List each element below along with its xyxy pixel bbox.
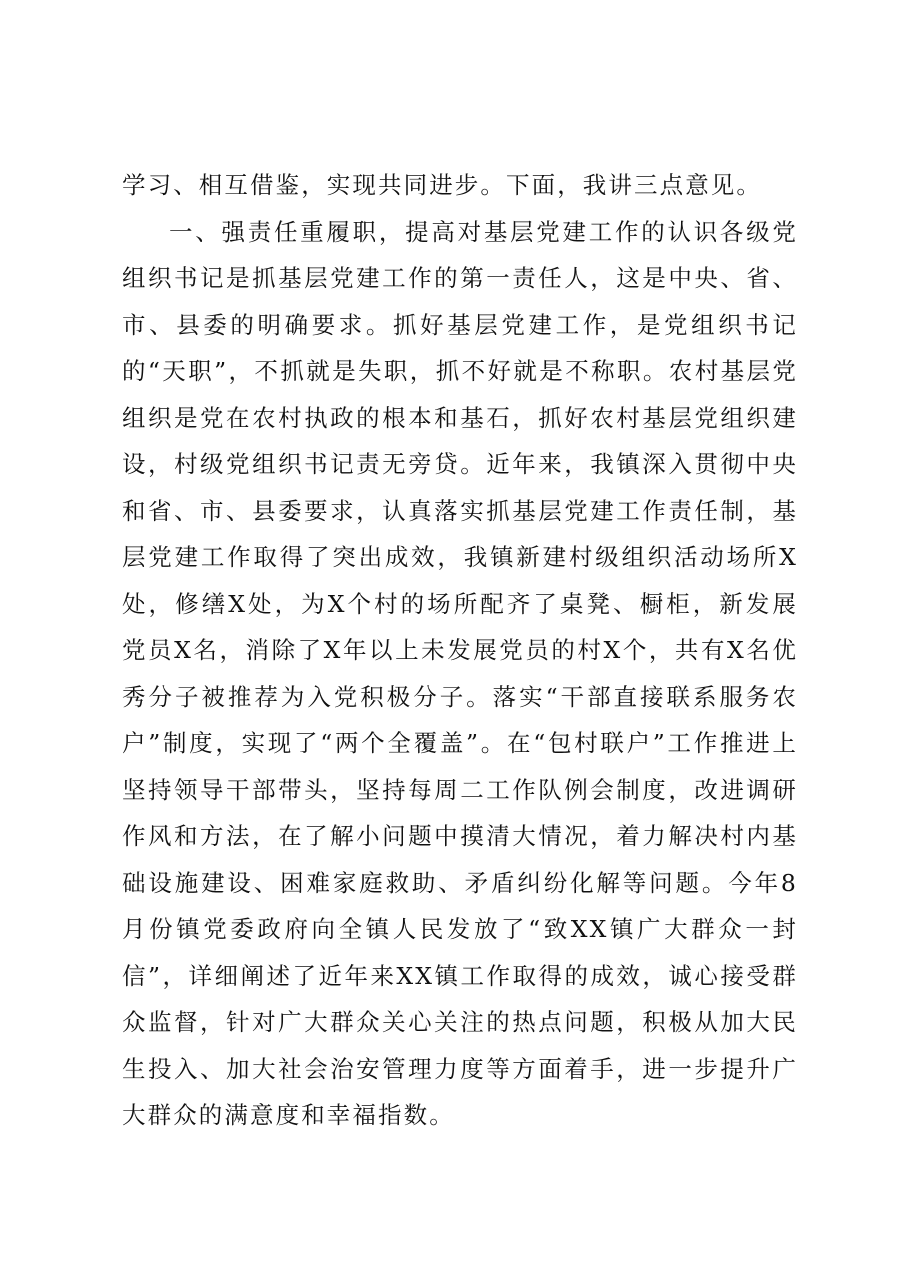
paragraph-continued: 学习、相互借鉴，实现共同进步。下面，我讲三点意见。 xyxy=(122,171,762,199)
paragraph-section-one: 一、强责任重履职，提高对基层党建工作的认识各级党组织书记是抓基层党建工作的第一责任人，这是中央、省、市、县委的明确要求。抓好基层党建工作，是党组织书记的“天职”，不抓就是失职，抓不好就是不称职。农村基层党组织是党在农村执政的根本和基石，抓好农村基层党组织建设，村级党组织书记责无旁贷。近年来，我镇深入贯彻中央和省、市、县委要求，认真落实抓基层党建工作责任制，基层党建工作取得了突出成效，我镇新建村级组织活动场所X处，修缮X处，为X个村的场所配齐了桌凳、橱柜，新发展党员X名，消除了X年以上未发展党员的村X个，共有X名优秀分子被推荐为入党积极分子。落实“干部直接联系服务农户”制度，实现了“两个全覆盖”。在“包村联户”工作推进上坚持领导干部带头，坚持每周二工作队例会制度，改进调研作风和方法，在了解小问题中摸清大情况，着力解决村内基础设施建设、困难家庭救助、矛盾纠纷化解等问题。今年8月份镇党委政府向全镇人民发放了“致XX镇广大群众一封信”，详细阐述了近年来XX镇工作取得的成效，诚心接受群众监督，针对广大群众关心关注的热点问题，积极从加大民生投入、加大社会治安管理力度等方面着手，进一步提升广大群众的满意度和幸福指数。 xyxy=(122,217,798,1129)
body-text xyxy=(122,162,798,1139)
